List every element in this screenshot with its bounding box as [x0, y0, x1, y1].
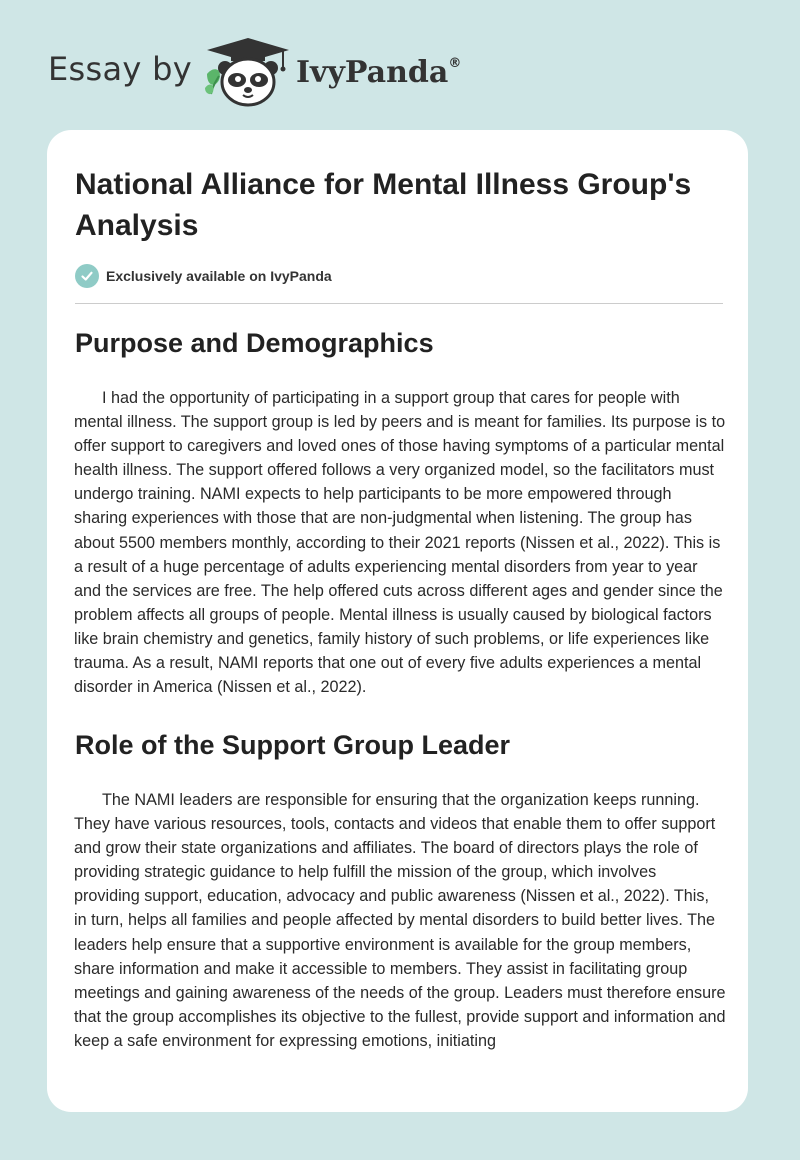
essay-card [47, 130, 748, 1112]
section-heading-purpose: Purpose and Demographics [75, 328, 434, 358]
site-header [0, 0, 800, 128]
divider [75, 303, 723, 304]
section-body-purpose: I had the opportunity of participating in a support group that cares for people with mental illness. The support group is led by peers and is meant for families. Its purpose is to offer support to caregivers and loved ones of those having symptoms of a particular mental health illness. The support offered follows a very organized model, so the facilitators must undergo training. NAMI expects to help participants to be more empowered through sharing experiences with those that are non-judgmental when listening. The group has about 5500 members monthly, according to their 2021 reports (Nissen et al., 2022). This is a result of a huge percentage of adults experiencing mental disorders from year to year and the services are free. The help offered cuts across different ages and gender since the problem affects all groups of people. Mental illness is usually caused by biological factors like brain chemistry and genetics, family history of such problems, or life experiences like trauma. As a result, NAMI reports that one out of every five adults experiences a mental disorder in America (Nissen et al., 2022). [74, 389, 726, 697]
section-body-role: The NAMI leaders are responsible for ensuring that the organization keeps running. They have various resources, tools, contacts and videos that enable them to offer support and grow their state organizations and affiliates. The board of directors plays the role of providing strategic guidance to help fulfill the mission of the group, which involves providing support, education, advocacy and public awareness (Nissen et al., 2022). This, in turn, helps all families and people affected by mental disorders to build better lives. The leaders help ensure that a supportive environment is available for the group members, share information and make it accessible to members. They assist in facilitating group meetings and gaining awareness of the needs of the group. Leaders must therefore ensure that the group accomplishes its objective to the fullest, provide support and information and keep a safe environment for expressing emotions, initiating [74, 791, 726, 1050]
essay-by-label: Essay by [48, 50, 192, 88]
brand-name[interactable] [296, 55, 461, 90]
brand-label: IvyPanda [296, 55, 449, 90]
panda-graduate-icon[interactable] [203, 36, 293, 108]
registered-mark: ® [448, 56, 462, 71]
check-icon [75, 264, 99, 288]
exclusive-badge [75, 264, 332, 288]
page-title: National Alliance for Mental Illness Group's Analysis [75, 168, 692, 242]
badge-label: Exclusively available on IvyPanda [106, 268, 332, 284]
section-heading-role: Role of the Support Group Leader [75, 730, 511, 760]
leaf-icon [205, 69, 220, 94]
